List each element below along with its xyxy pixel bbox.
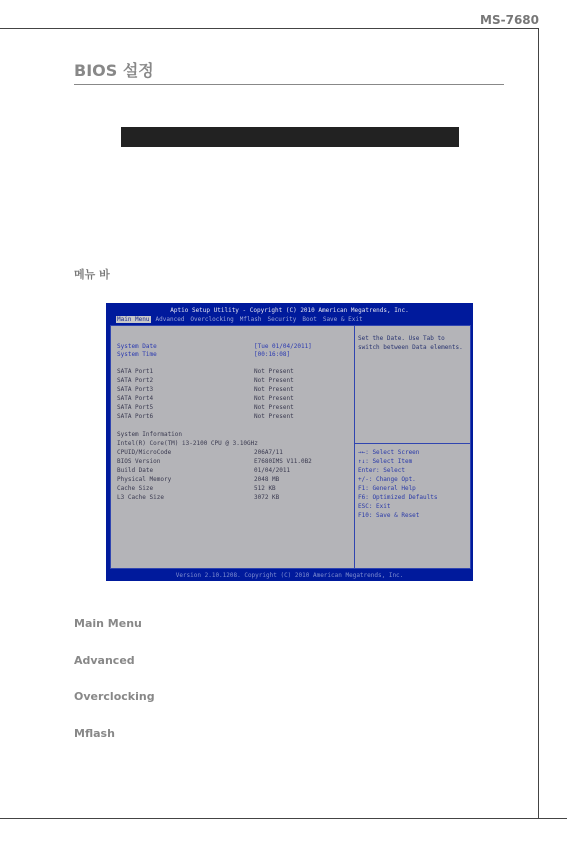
row-system-date[interactable]: System Date [Tue 01/04/2011] [117, 343, 312, 350]
tab-main-menu[interactable]: Main Menu [117, 316, 150, 323]
key-exit: ESC: Exit [358, 503, 391, 510]
section-mflash: Mflash [74, 727, 115, 740]
tab-boot[interactable]: Boot [302, 316, 317, 323]
key-general-help: F1: General Help [358, 485, 416, 492]
row-cpu-name: Intel(R) Core(TM) i3-2100 CPU @ 3.10GHz [117, 440, 258, 447]
row-sata-port6: SATA Port6 Not Present [117, 413, 294, 420]
key-select-item: ↑↓: Select Item [358, 458, 413, 465]
panel-divider-vertical [354, 326, 355, 568]
tab-save-exit[interactable]: Save & Exit [322, 316, 363, 323]
row-sata-port1: SATA Port1 Not Present [117, 368, 294, 375]
row-build-date: Build Date 01/04/2011 [117, 467, 291, 474]
tab-advanced[interactable]: Advanced [155, 316, 185, 323]
tab-mflash[interactable]: Mflash [239, 316, 262, 323]
panel-divider-horizontal [355, 443, 470, 444]
row-system-information: System Information [117, 431, 183, 438]
tab-overclocking[interactable]: Overclocking [190, 316, 234, 323]
row-l3-cache-size: L3 Cache Size 3072 KB [117, 494, 280, 501]
section-advanced: Advanced [74, 654, 135, 667]
key-save-reset: F10: Save & Reset [358, 512, 420, 519]
key-legend [358, 448, 437, 520]
bottom-rule [0, 818, 567, 819]
bios-screenshot [106, 303, 473, 581]
bios-header: Aptio Setup Utility - Copyright (C) 2010 American Megatrends, Inc. [170, 307, 409, 314]
redacted-bar [121, 127, 459, 147]
row-sata-port4: SATA Port4 Not Present [117, 395, 294, 402]
help-text: Set the Date. Use Tab to switch between Data elements. [358, 335, 463, 351]
key-optimized-defaults: F6: Optimized Defaults [358, 494, 438, 501]
key-enter: Enter: Select [358, 467, 405, 474]
row-bios-version: BIOS Version E7680IMS V11.0B2 [117, 458, 312, 465]
row-sata-port2: SATA Port2 Not Present [117, 377, 294, 384]
row-cache-size: Cache Size 512 KB [117, 485, 276, 492]
row-system-time[interactable]: System Time [00:16:08] [117, 351, 291, 358]
row-physical-memory: Physical Memory 2048 MB [117, 476, 280, 483]
bios-tabs [116, 316, 364, 323]
section-main-menu: Main Menu [74, 617, 142, 630]
row-cpuid: CPUID/MicroCode 206A7/11 [117, 449, 283, 456]
top-rule [0, 28, 539, 29]
model-number: MS-7680 [480, 13, 539, 27]
row-sata-port5: SATA Port5 Not Present [117, 404, 294, 411]
key-change-opt: +/-: Change Opt. [358, 476, 416, 483]
title-underline [74, 84, 504, 85]
right-rule [538, 28, 539, 818]
section-overclocking: Overclocking [74, 690, 155, 703]
tab-security[interactable]: Security [267, 316, 297, 323]
bios-footer: Version 2.10.1208. Copyright (C) 2010 American Megatrends, Inc. [175, 572, 404, 579]
key-select-screen: →←: Select Screen [358, 449, 420, 456]
menubar-heading: 메뉴 바 [74, 268, 110, 281]
row-sata-port3: SATA Port3 Not Present [117, 386, 294, 393]
bios-panel [110, 325, 471, 569]
page-title: BIOS 설정 [74, 61, 154, 80]
